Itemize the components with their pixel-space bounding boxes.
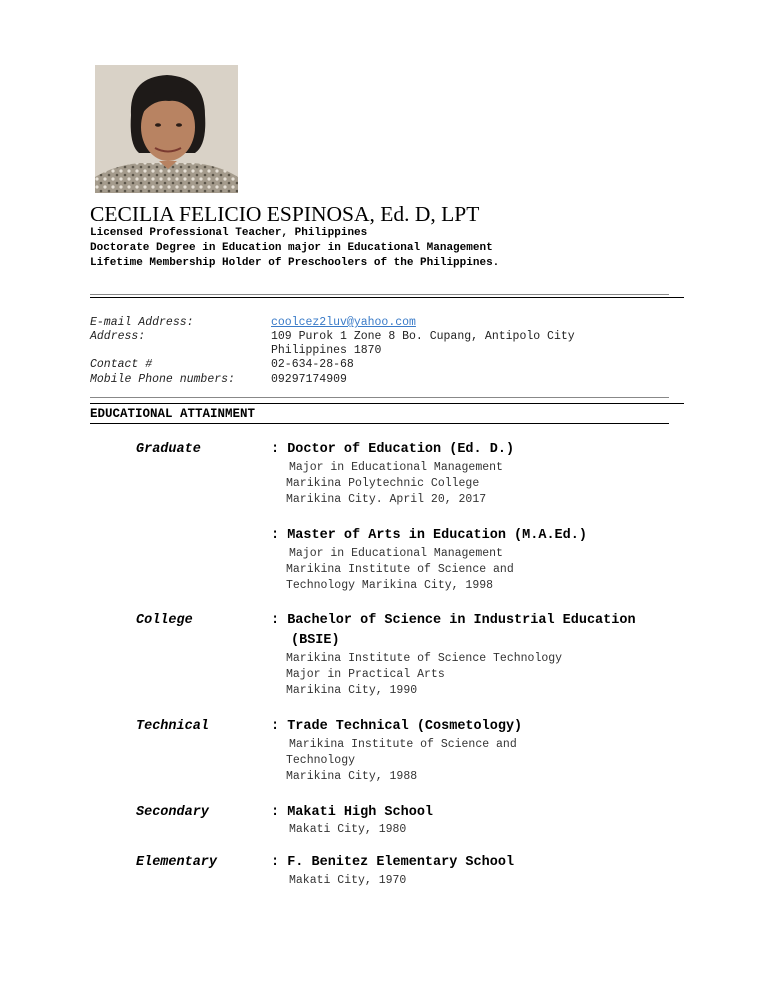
section-heading: EDUCATIONAL ATTAINMENT [90,407,256,421]
degree-detail: Technology [286,754,356,767]
credential-line: Lifetime Membership Holder of Preschoolers of the Philippines. [90,257,500,269]
school-detail: Makati City, 1970 [289,874,407,887]
degree-detail: Technology Marikina City, 1998 [286,579,494,592]
section-divider [90,297,684,298]
degree-detail: Marikina Polytechnic College [286,477,480,490]
email-label: E-mail Address: [90,316,194,329]
level-label-technical: Technical [136,719,209,734]
school-title: : Makati High School [271,805,434,820]
school-detail: Makati City, 1980 [289,823,407,836]
school-title: : F. Benitez Elementary School [271,855,515,870]
degree-detail: Major in Educational Management [289,461,503,474]
degree-detail: Major in Educational Management [289,547,503,560]
degree-title: : Trade Technical (Cosmetology) [271,719,523,734]
degree-detail: Major in Practical Arts [286,668,445,681]
section-divider [90,403,684,404]
address-label: Address: [90,330,146,343]
degree-detail: Marikina Institute of Science and [289,738,517,751]
degree-detail: Marikina City, 1990 [286,684,418,697]
address-line: 109 Purok 1 Zone 8 Bo. Cupang, Antipolo City [271,330,575,343]
section-divider [90,294,669,295]
degree-detail: Marikina Institute of Science and [286,563,514,576]
level-label-elementary: Elementary [136,855,218,870]
section-divider [90,397,669,398]
mobile-label: Mobile Phone numbers: [90,373,235,386]
credential-line: Licensed Professional Teacher, Philippines [90,227,368,239]
degree-title: : Master of Arts in Education (M.A.Ed.) [271,528,587,543]
portrait-image [95,65,238,193]
contact-number: 02-634-28-68 [271,358,354,371]
degree-title: : Doctor of Education (Ed. D.) [271,442,515,457]
credential-line: Doctorate Degree in Education major in Educational Management [90,242,493,254]
degree-title: : Bachelor of Science in Industrial Education [271,613,636,628]
candidate-name: CECILIA FELICIO ESPINOSA, Ed. D, LPT [90,202,480,226]
heading-underline [90,423,669,424]
degree-detail: Marikina City. April 20, 2017 [286,493,487,506]
level-label-college: College [136,613,193,628]
degree-detail: Marikina Institute of Science Technology [286,652,563,665]
level-label-secondary: Secondary [136,805,209,820]
mobile-number: 09297174909 [271,373,347,386]
degree-detail: Marikina City, 1988 [286,770,418,783]
address-line: Philippines 1870 [271,344,382,357]
contact-label: Contact # [90,358,153,371]
level-label-graduate: Graduate [136,442,201,457]
degree-title-continued: (BSIE) [291,633,340,648]
email-link[interactable]: coolcez2luv@yahoo.com [271,316,416,329]
profile-photo [95,65,238,193]
